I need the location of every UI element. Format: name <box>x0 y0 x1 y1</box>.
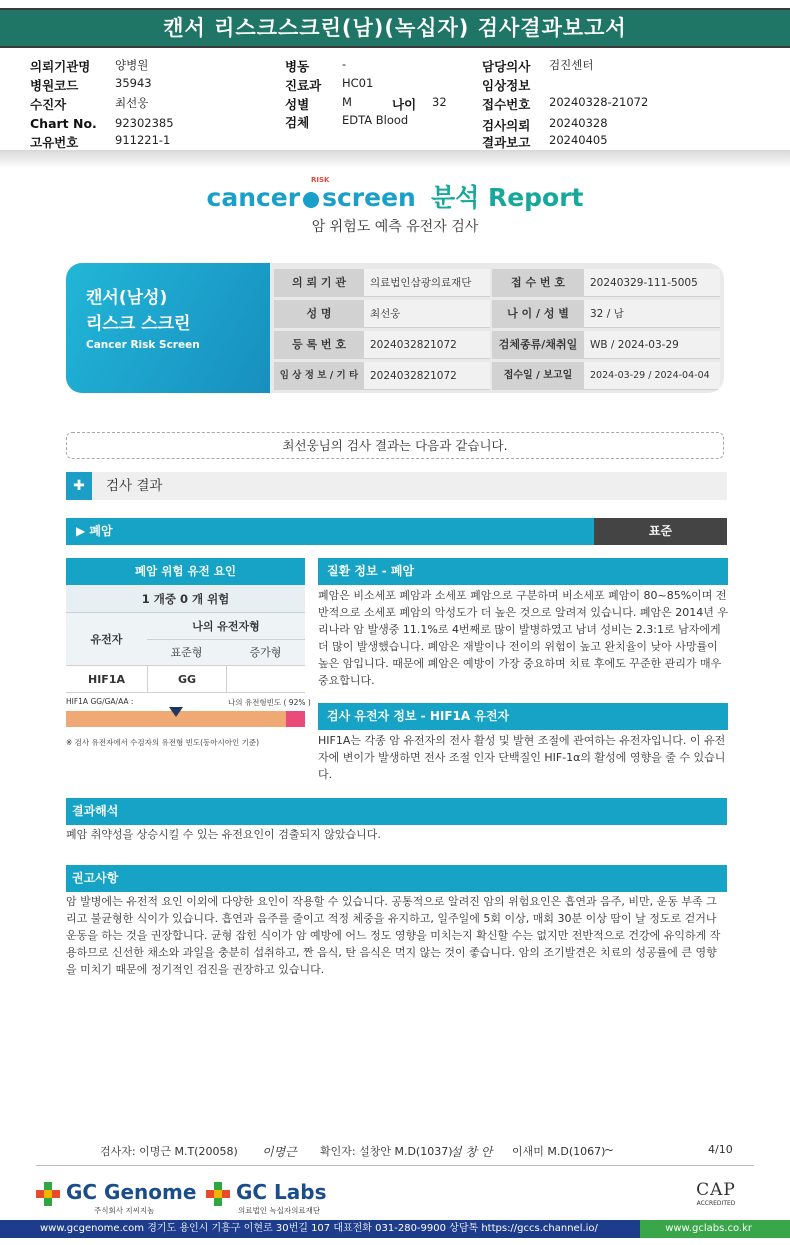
header-label: 임상정보 <box>482 78 531 93</box>
gc-labs-logo <box>206 1180 336 1215</box>
header-label: 접수번호 <box>482 97 531 112</box>
result-notice: 최선웅님의 검사 결과는 다음과 같습니다. <box>66 432 724 459</box>
confirmer-signature: 설 창 안 <box>450 1145 493 1159</box>
second-doctor-signature: ~ <box>604 1143 615 1157</box>
column-header-standard: 표준형 <box>147 640 226 666</box>
gc-genome-subtitle: 주식회사 지씨지놈 <box>94 1206 155 1215</box>
test-name-line1: 캔서(남성) <box>86 288 168 308</box>
header-label: 병원코드 <box>30 78 79 93</box>
risk-count: 1 개중 0 개 위험 <box>66 585 305 613</box>
header-value: 최선웅 <box>115 96 149 110</box>
info-value: 2024032821072 <box>364 331 490 359</box>
tester-name: 검사자: 이명근 M.T(20058) <box>100 1145 238 1158</box>
results-section-header <box>66 472 727 500</box>
info-label: 의 뢰 기 관 <box>274 269 364 297</box>
cancer-risk-screen-logo <box>0 178 790 214</box>
info-value: WB / 2024-03-29 <box>584 331 720 359</box>
logo-cancer-text: cancer <box>206 183 301 212</box>
header-label: 담당의사 <box>482 59 531 74</box>
header-value: M <box>342 95 352 109</box>
recommendation-text: 암 발병에는 유전적 요인 이외에 다양한 요인이 작용할 수 있습니다. 공통적으로 알려진 암의 위험요인은 흡연과 음주, 비만, 운동 부족 그리고 불균형한 식이가 있습니다. 흡연과 음주를 줄이고 적정 체중을 유지하고, 일주일에 5회 이상, 매회 30분 이상 땀이 날 정도로 걷거나 운동을 하는 것을 권장합니다. 균형 잡힌 식이가 암 예방에 어느 정도 영향을 미치는지 확신할 수는 없지만 전반적으로 건강에 유익하게 작용하므로 신선한 채소와 과일을 충분히 섭취하고, 짠 음식, 탄 음식은 먹지 않는 것이 좋습니다. 암의 조기발견은 치료의 성공률에 큰 영향을 미치기 때문에 정기적인 검진을 권장하고 있습니다. <box>66 895 721 976</box>
genotype-frequency-bar <box>66 711 305 727</box>
disease-info-text: 폐암은 비소세포 폐암과 소세포 폐암으로 구분하며 비소세포 폐암이 80~85%이며 전반적으로 소세포 폐암의 악성도가 더 높은 것으로 알려져 있습니다. 폐암은 2014년 우리나라 암 발생중 11.1%로 4번째로 많이 발병하였고 남녀 성비는 2.3:1로 남자에게 더 많이 발생했습니다. 폐암은 재발이나 전이의 위험이 높고 완치율이 낮아 사망률이 높은 암입니다. 때문에 폐암은 예방이 가장 중요하며 치료 후에도 꾸준한 관리가 매우 중요합니다. <box>318 589 728 687</box>
gc-genome-logo <box>36 1180 197 1215</box>
genetic-risk-title: 폐암 위험 유전 요인 <box>66 558 305 585</box>
header-value: 20240328-21072 <box>549 95 649 109</box>
info-label: 접수일 / 보고일 <box>492 362 584 390</box>
report-subtitle: 암 위험도 예측 유전자 검사 <box>311 219 479 235</box>
info-label: 성 명 <box>274 300 364 328</box>
info-value: 32 / 남 <box>584 300 720 328</box>
cancer-type-name: ▶ 폐암 <box>76 524 113 538</box>
patient-info-grid <box>274 269 720 391</box>
confirmer-name: 확인자: 설창안 M.D(1037) <box>320 1145 453 1158</box>
disease-info-header: 질환 정보 - 폐암 <box>318 558 728 585</box>
gc-labs-name: GC Labs <box>236 1180 327 1204</box>
info-label: 나 이 / 성 별 <box>492 300 584 328</box>
header-divider <box>0 150 790 168</box>
info-row <box>274 269 720 298</box>
gc-cross-icon <box>206 1182 230 1206</box>
genotype-table <box>66 613 305 693</box>
section-title: 검사 결과 <box>106 478 163 494</box>
cap-accreditation-logo <box>680 1180 752 1214</box>
header-value: 911221-1 <box>115 133 171 147</box>
info-label: 등 록 번 호 <box>274 331 364 359</box>
header-label: 검사의뢰 <box>482 118 531 133</box>
interpretation-header: 결과해석 <box>66 798 727 825</box>
genetic-risk-box <box>66 558 305 693</box>
frequency-marker-icon <box>169 707 183 717</box>
header-label: 성별 <box>285 97 310 112</box>
cancer-type-bar <box>66 518 727 545</box>
info-row <box>274 362 720 391</box>
gene-name-cell: HIF1A <box>66 666 147 693</box>
logo-screen-text: screen <box>322 183 416 212</box>
gc-labs-subtitle: 의료법인 녹십자의료재단 <box>238 1206 321 1215</box>
standard-genotype-cell: GG <box>147 666 226 693</box>
header-label: Chart No. <box>30 116 97 131</box>
header-label: 고유번호 <box>30 135 79 150</box>
cap-subtitle: ACCREDITED <box>696 1200 736 1207</box>
risk-status-badge: 표준 <box>594 518 727 545</box>
my-frequency-label: 나의 유전형빈도 ( 92% ) <box>228 698 311 707</box>
header-label: 결과보고 <box>482 135 531 150</box>
info-value: 2024032821072 <box>364 362 490 390</box>
test-name-line2: 리스크 스크린 <box>86 314 191 334</box>
increased-genotype-cell <box>226 666 305 693</box>
patient-header <box>0 55 790 151</box>
second-doctor-name: 이새미 M.D(1067) <box>512 1145 606 1158</box>
signature-row <box>0 1143 790 1163</box>
tester-signature: 이명근 <box>262 1145 297 1159</box>
frequency-footnote: ※ 검사 유전자에서 수검자의 유전형 빈도(동아시아인 기준) <box>66 738 260 747</box>
test-name-panel <box>66 263 270 393</box>
header-value: 20240405 <box>549 133 608 147</box>
genotype-frequency-label: HIF1A GG/GA/AA : <box>66 697 134 706</box>
test-name-english: Cancer Risk Screen <box>86 339 200 351</box>
header-value: 35943 <box>115 76 152 90</box>
header-value: 검진센터 <box>549 58 594 72</box>
header-label: 병동 <box>285 59 310 74</box>
column-header-my-genotype: 나의 유전자형 <box>147 613 305 640</box>
header-value: EDTA Blood <box>342 113 409 127</box>
info-value: 최선웅 <box>364 300 490 328</box>
gene-info-text: HIF1A는 각종 암 유전자의 전사 활성 및 발현 조절에 관여하는 유전자입니다. 이 유전자에 변이가 발생하면 전사 조절 인자 단백질인 HIF-1α의 활성에 영향을 줄 수 있습니다. <box>318 734 726 781</box>
info-value: 20240329-111-5005 <box>584 269 720 297</box>
info-value: 의료법인삼광의료재단 <box>364 269 490 297</box>
recommendation-header: 권고사항 <box>66 865 727 892</box>
header-label: 진료과 <box>285 78 322 93</box>
header-label: 수진자 <box>30 97 67 112</box>
contact-footer-bar <box>0 1220 790 1238</box>
header-label: 검체 <box>285 115 310 130</box>
info-value: 2024-03-29 / 2024-04-04 <box>584 362 720 390</box>
header-value: 20240328 <box>549 116 608 130</box>
gc-genome-name: GC Genome <box>66 1180 197 1204</box>
info-label: 검체종류/채취일 <box>492 331 584 359</box>
frequency-bar-end-segment <box>286 711 305 727</box>
column-header-increased: 증가형 <box>226 640 305 666</box>
patient-info-card <box>66 263 724 393</box>
gene-info-header: 검사 유전자 정보 - HIF1A 유전자 <box>318 703 728 730</box>
interpretation-text: 폐암 취약성을 상승시킬 수 있는 유전요인이 검출되지 않았습니다. <box>66 828 381 841</box>
info-label: 임 상 정 보 / 기 타 <box>274 362 364 390</box>
gclabs-website-link[interactable]: www.gclabs.co.kr <box>640 1220 790 1238</box>
cap-text: CAP <box>696 1180 736 1200</box>
risk-target-icon <box>303 192 319 208</box>
footer-divider <box>36 1165 754 1166</box>
report-title: 캔서 리스크스크린(남)(녹십자) 검사결과보고서 <box>0 8 790 48</box>
header-value: 92302385 <box>115 116 174 130</box>
header-label: 나이 <box>392 97 417 112</box>
header-value: 양병원 <box>115 58 149 72</box>
header-value: 32 <box>432 95 447 109</box>
header-label: 의뢰기관명 <box>30 59 91 74</box>
info-label: 접 수 번 호 <box>492 269 584 297</box>
logo-report-text: 분석 Report <box>430 183 584 212</box>
header-value: HC01 <box>342 76 374 90</box>
page-number: 4/10 <box>708 1143 733 1156</box>
gc-cross-icon <box>36 1182 60 1206</box>
medical-folder-icon: ✚ <box>66 472 92 500</box>
logo-risk-tag: RISK <box>311 176 330 184</box>
column-header-gene: 유전자 <box>66 613 147 666</box>
header-value: - <box>342 57 347 71</box>
contact-info-text: www.gcgenome.com 경기도 용인시 기흥구 이현로 30번길 107 대표전화 031-280-9900 상담톡 https://gccs.channel.io/ <box>40 1223 598 1234</box>
info-row <box>274 300 720 329</box>
info-row <box>274 331 720 360</box>
